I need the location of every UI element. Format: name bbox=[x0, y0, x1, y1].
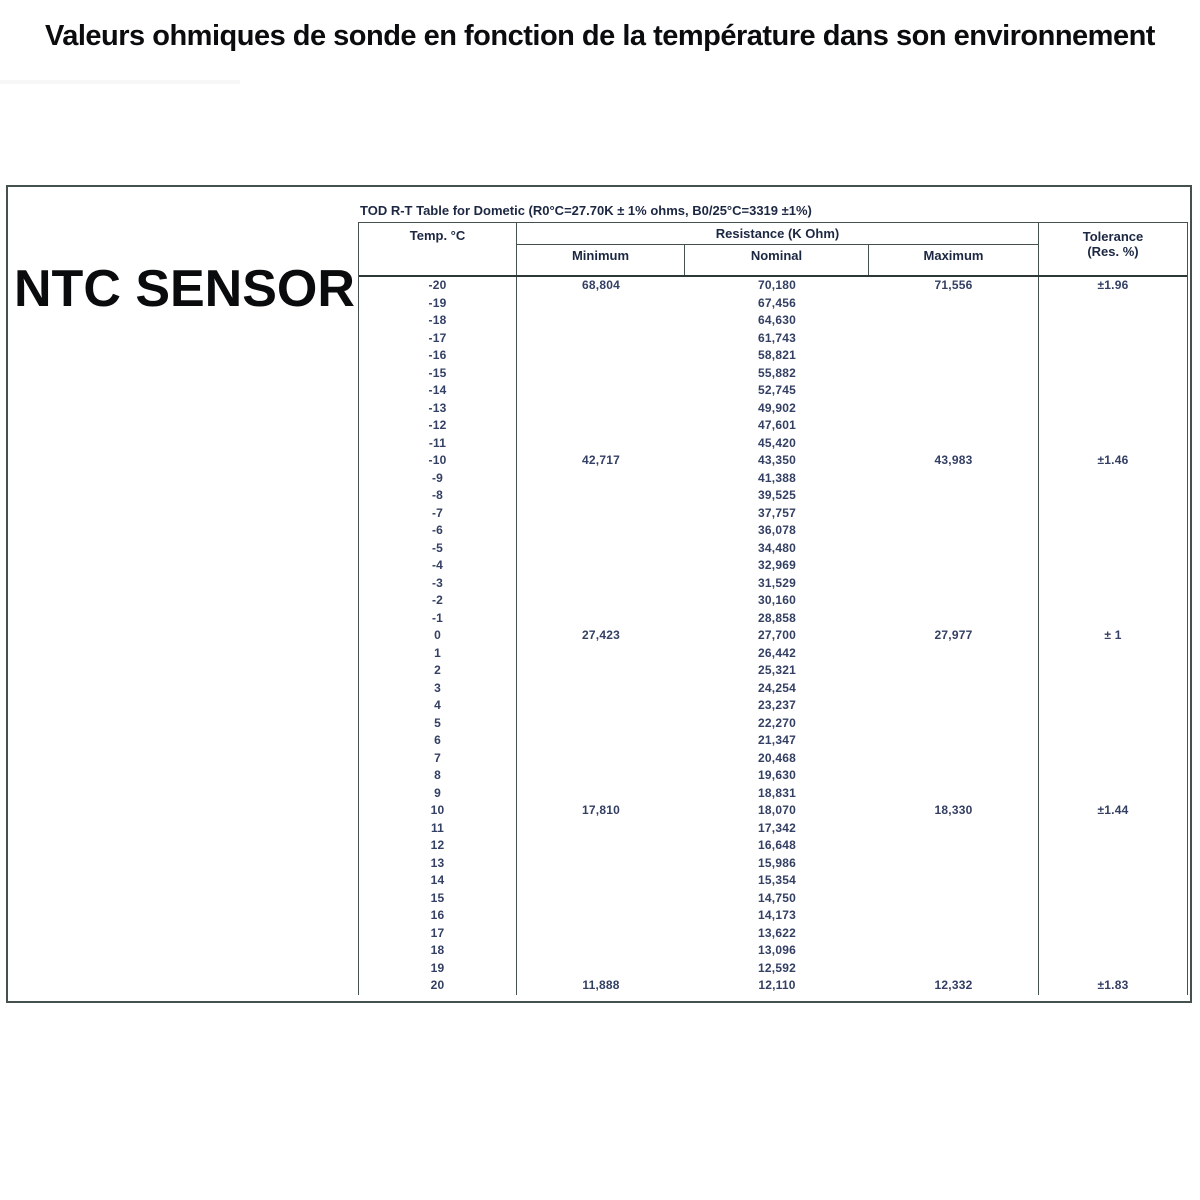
table-row bbox=[359, 837, 1187, 855]
cell-nominal: 24,254 bbox=[758, 680, 796, 695]
cell-tolerance bbox=[1038, 837, 1187, 855]
cell-tolerance: ±1.46 bbox=[1038, 452, 1187, 470]
cell-maximum bbox=[869, 697, 1038, 715]
cell-minimum bbox=[517, 680, 685, 698]
cell-maximum bbox=[869, 365, 1038, 383]
table-row bbox=[359, 820, 1187, 838]
cell-maximum bbox=[869, 960, 1038, 978]
cell-nominal: 13,622 bbox=[758, 925, 796, 940]
cell-temp: 18 bbox=[359, 942, 517, 960]
resistance-subheader-row bbox=[517, 245, 1038, 275]
table-row bbox=[359, 330, 1187, 348]
col-header-temp: Temp. °C bbox=[359, 223, 517, 275]
table-row bbox=[359, 925, 1187, 943]
scan-artifact-line bbox=[0, 80, 240, 84]
table-row bbox=[359, 347, 1187, 365]
cell-maximum bbox=[869, 837, 1038, 855]
cell-temp: -1 bbox=[359, 610, 517, 628]
cell-nominal: 23,237 bbox=[758, 698, 796, 712]
cell-maximum bbox=[869, 435, 1038, 453]
cell-maximum bbox=[869, 522, 1038, 540]
cell-nominal: 21,347 bbox=[758, 733, 796, 747]
col-header-tolerance-line2: (Res. %) bbox=[1087, 244, 1139, 259]
cell-temp: -17 bbox=[359, 330, 517, 348]
table-row bbox=[359, 977, 1187, 995]
cell-nominal: 45,420 bbox=[758, 435, 796, 450]
cell-maximum bbox=[869, 575, 1038, 593]
cell-tolerance bbox=[1038, 960, 1187, 978]
cell-maximum bbox=[869, 925, 1038, 943]
cell-tolerance bbox=[1038, 855, 1187, 873]
cell-tolerance bbox=[1038, 610, 1187, 628]
cell-maximum bbox=[869, 855, 1038, 873]
cell-temp: 10 bbox=[359, 802, 517, 820]
cell-tolerance: ± 1 bbox=[1038, 627, 1187, 645]
cell-temp: 3 bbox=[359, 680, 517, 698]
cell-nominal: 49,902 bbox=[758, 400, 796, 415]
cell-minimum bbox=[517, 820, 685, 838]
cell-maximum bbox=[869, 382, 1038, 400]
cell-minimum bbox=[517, 295, 685, 313]
cell-tolerance bbox=[1038, 872, 1187, 890]
table-row bbox=[359, 557, 1187, 575]
cell-maximum bbox=[869, 557, 1038, 575]
cell-maximum bbox=[869, 907, 1038, 925]
cell-nominal: 52,745 bbox=[758, 383, 796, 397]
cell-temp: 15 bbox=[359, 890, 517, 908]
cell-nominal: 18,831 bbox=[758, 785, 796, 800]
table-row bbox=[359, 400, 1187, 418]
cell-maximum: 27,977 bbox=[934, 628, 973, 642]
cell-temp: 20 bbox=[359, 977, 517, 995]
cell-nominal: 30,160 bbox=[758, 593, 796, 607]
cell-maximum bbox=[869, 417, 1038, 435]
rt-table bbox=[358, 203, 1188, 995]
table-body bbox=[359, 277, 1187, 995]
cell-tolerance bbox=[1038, 732, 1187, 750]
cell-minimum bbox=[517, 522, 685, 540]
cell-minimum bbox=[517, 662, 685, 680]
cell-tolerance bbox=[1038, 470, 1187, 488]
cell-maximum bbox=[869, 942, 1038, 960]
cell-temp: -11 bbox=[359, 435, 517, 453]
cell-minimum bbox=[517, 330, 685, 348]
cell-maximum bbox=[869, 785, 1038, 803]
cell-minimum bbox=[517, 505, 685, 523]
col-header-nominal: Nominal bbox=[685, 245, 869, 275]
cell-nominal: 43,350 bbox=[758, 453, 796, 467]
cell-temp: 1 bbox=[359, 645, 517, 663]
page-title: Valeurs ohmiques de sonde en fonction de la température dans son environnement bbox=[45, 20, 1155, 52]
cell-tolerance bbox=[1038, 785, 1187, 803]
table-header bbox=[359, 223, 1187, 277]
table-row bbox=[359, 942, 1187, 960]
cell-maximum bbox=[869, 750, 1038, 768]
cell-temp: 9 bbox=[359, 785, 517, 803]
cell-minimum: 42,717 bbox=[582, 453, 620, 467]
cell-temp: 2 bbox=[359, 662, 517, 680]
cell-tolerance bbox=[1038, 767, 1187, 785]
cell-maximum: 12,332 bbox=[934, 978, 973, 992]
table-row bbox=[359, 645, 1187, 663]
table-row bbox=[359, 487, 1187, 505]
cell-nominal: 25,321 bbox=[758, 663, 796, 677]
cell-nominal: 16,648 bbox=[758, 838, 796, 852]
table-row bbox=[359, 540, 1187, 558]
table-row bbox=[359, 697, 1187, 715]
table-grid bbox=[358, 222, 1188, 995]
cell-nominal: 39,525 bbox=[758, 488, 796, 502]
cell-tolerance bbox=[1038, 487, 1187, 505]
cell-temp: -19 bbox=[359, 295, 517, 313]
cell-temp: -2 bbox=[359, 592, 517, 610]
cell-maximum bbox=[869, 487, 1038, 505]
table-row bbox=[359, 767, 1187, 785]
cell-minimum bbox=[517, 592, 685, 610]
cell-tolerance bbox=[1038, 697, 1187, 715]
cell-maximum: 71,556 bbox=[934, 278, 973, 292]
cell-minimum bbox=[517, 925, 685, 943]
cell-maximum bbox=[869, 732, 1038, 750]
cell-tolerance bbox=[1038, 347, 1187, 365]
cell-maximum bbox=[869, 347, 1038, 365]
cell-minimum: 17,810 bbox=[582, 803, 620, 817]
cell-tolerance: ±1.83 bbox=[1038, 977, 1187, 995]
cell-maximum bbox=[869, 610, 1038, 628]
cell-nominal: 32,969 bbox=[758, 558, 796, 572]
cell-nominal: 28,858 bbox=[758, 610, 796, 625]
cell-nominal: 12,592 bbox=[758, 960, 796, 975]
table-row bbox=[359, 750, 1187, 768]
cell-maximum bbox=[869, 662, 1038, 680]
cell-temp: -8 bbox=[359, 487, 517, 505]
cell-minimum: 68,804 bbox=[582, 278, 620, 292]
cell-nominal: 67,456 bbox=[758, 295, 796, 310]
cell-nominal: 12,110 bbox=[758, 978, 796, 992]
cell-maximum bbox=[869, 767, 1038, 785]
cell-nominal: 13,096 bbox=[758, 943, 796, 957]
cell-temp: 16 bbox=[359, 907, 517, 925]
table-row bbox=[359, 592, 1187, 610]
cell-temp: 12 bbox=[359, 837, 517, 855]
cell-minimum bbox=[517, 750, 685, 768]
table-row bbox=[359, 575, 1187, 593]
table-row bbox=[359, 732, 1187, 750]
cell-minimum bbox=[517, 540, 685, 558]
cell-temp: 5 bbox=[359, 715, 517, 733]
cell-tolerance bbox=[1038, 557, 1187, 575]
cell-minimum bbox=[517, 557, 685, 575]
table-row bbox=[359, 382, 1187, 400]
table-row bbox=[359, 662, 1187, 680]
col-header-tolerance-line1: Tolerance bbox=[1082, 229, 1144, 244]
cell-tolerance bbox=[1038, 382, 1187, 400]
cell-minimum bbox=[517, 872, 685, 890]
table-row bbox=[359, 960, 1187, 978]
cell-nominal: 14,173 bbox=[758, 908, 796, 922]
cell-tolerance bbox=[1038, 890, 1187, 908]
cell-tolerance bbox=[1038, 435, 1187, 453]
sensor-name-label: NTC SENSOR bbox=[14, 260, 355, 318]
table-row bbox=[359, 435, 1187, 453]
table-row bbox=[359, 505, 1187, 523]
cell-tolerance bbox=[1038, 295, 1187, 313]
cell-temp: -15 bbox=[359, 365, 517, 383]
cell-maximum bbox=[869, 540, 1038, 558]
cell-nominal: 14,750 bbox=[758, 890, 796, 905]
cell-nominal: 26,442 bbox=[758, 645, 796, 660]
table-row bbox=[359, 890, 1187, 908]
cell-temp: 7 bbox=[359, 750, 517, 768]
cell-minimum bbox=[517, 767, 685, 785]
col-group-resistance bbox=[517, 223, 1038, 275]
cell-nominal: 70,180 bbox=[758, 278, 796, 292]
cell-maximum bbox=[869, 645, 1038, 663]
cell-temp: 4 bbox=[359, 697, 517, 715]
cell-nominal: 58,821 bbox=[758, 348, 796, 362]
cell-minimum: 11,888 bbox=[582, 978, 620, 992]
col-header-resistance: Resistance (K Ohm) bbox=[517, 223, 1038, 245]
cell-minimum bbox=[517, 785, 685, 803]
cell-tolerance bbox=[1038, 925, 1187, 943]
cell-nominal: 64,630 bbox=[758, 313, 796, 327]
cell-maximum bbox=[869, 592, 1038, 610]
table-row bbox=[359, 907, 1187, 925]
table-row bbox=[359, 365, 1187, 383]
cell-tolerance bbox=[1038, 575, 1187, 593]
table-row bbox=[359, 715, 1187, 733]
cell-tolerance bbox=[1038, 330, 1187, 348]
cell-temp: -13 bbox=[359, 400, 517, 418]
cell-maximum bbox=[869, 680, 1038, 698]
cell-minimum bbox=[517, 697, 685, 715]
cell-minimum bbox=[517, 837, 685, 855]
table-row bbox=[359, 470, 1187, 488]
cell-temp: -9 bbox=[359, 470, 517, 488]
cell-temp: -16 bbox=[359, 347, 517, 365]
cell-tolerance bbox=[1038, 417, 1187, 435]
cell-maximum bbox=[869, 400, 1038, 418]
cell-nominal: 37,757 bbox=[758, 505, 796, 520]
cell-maximum bbox=[869, 295, 1038, 313]
col-header-maximum: Maximum bbox=[923, 248, 984, 263]
cell-tolerance bbox=[1038, 505, 1187, 523]
cell-tolerance bbox=[1038, 750, 1187, 768]
cell-tolerance bbox=[1038, 312, 1187, 330]
table-row bbox=[359, 785, 1187, 803]
cell-tolerance bbox=[1038, 907, 1187, 925]
cell-minimum bbox=[517, 715, 685, 733]
cell-temp: 11 bbox=[359, 820, 517, 838]
cell-temp: 0 bbox=[359, 627, 517, 645]
cell-tolerance: ±1.44 bbox=[1038, 802, 1187, 820]
cell-maximum bbox=[869, 312, 1038, 330]
cell-minimum bbox=[517, 435, 685, 453]
table-row bbox=[359, 452, 1187, 470]
cell-tolerance bbox=[1038, 715, 1187, 733]
cell-nominal: 18,070 bbox=[758, 803, 796, 817]
table-row bbox=[359, 627, 1187, 645]
cell-temp: 14 bbox=[359, 872, 517, 890]
cell-temp: 6 bbox=[359, 732, 517, 750]
sensor-panel bbox=[6, 185, 1192, 1003]
cell-nominal: 31,529 bbox=[758, 575, 796, 590]
cell-nominal: 47,601 bbox=[758, 418, 796, 432]
cell-maximum: 43,983 bbox=[934, 453, 973, 467]
cell-minimum bbox=[517, 575, 685, 593]
cell-maximum bbox=[869, 872, 1038, 890]
cell-nominal: 34,480 bbox=[758, 540, 796, 555]
cell-temp: 8 bbox=[359, 767, 517, 785]
cell-minimum bbox=[517, 487, 685, 505]
cell-temp: -7 bbox=[359, 505, 517, 523]
cell-temp: -14 bbox=[359, 382, 517, 400]
cell-tolerance bbox=[1038, 522, 1187, 540]
cell-minimum bbox=[517, 417, 685, 435]
cell-maximum bbox=[869, 470, 1038, 488]
cell-maximum bbox=[869, 820, 1038, 838]
col-header-tolerance bbox=[1038, 223, 1187, 275]
table-row bbox=[359, 680, 1187, 698]
table-row bbox=[359, 417, 1187, 435]
cell-minimum: 27,423 bbox=[582, 628, 620, 642]
cell-temp: -5 bbox=[359, 540, 517, 558]
table-caption: TOD R-T Table for Dometic (R0°C=27.70K ± 1% ohms, B0/25°C=3319 ±1%) bbox=[360, 203, 812, 218]
cell-nominal: 20,468 bbox=[758, 750, 796, 765]
cell-minimum bbox=[517, 312, 685, 330]
cell-tolerance bbox=[1038, 592, 1187, 610]
table-row bbox=[359, 522, 1187, 540]
cell-tolerance: ±1.96 bbox=[1038, 277, 1187, 295]
table-row bbox=[359, 277, 1187, 295]
cell-maximum bbox=[869, 715, 1038, 733]
cell-tolerance bbox=[1038, 662, 1187, 680]
cell-maximum bbox=[869, 505, 1038, 523]
cell-minimum bbox=[517, 942, 685, 960]
cell-temp: 19 bbox=[359, 960, 517, 978]
cell-tolerance bbox=[1038, 365, 1187, 383]
cell-tolerance bbox=[1038, 942, 1187, 960]
cell-maximum bbox=[869, 890, 1038, 908]
cell-tolerance bbox=[1038, 680, 1187, 698]
cell-minimum bbox=[517, 470, 685, 488]
cell-minimum bbox=[517, 890, 685, 908]
cell-nominal: 19,630 bbox=[758, 768, 796, 782]
cell-maximum: 18,330 bbox=[934, 803, 973, 817]
cell-temp: -4 bbox=[359, 557, 517, 575]
cell-temp: -6 bbox=[359, 522, 517, 540]
cell-minimum bbox=[517, 610, 685, 628]
table-row bbox=[359, 855, 1187, 873]
cell-temp: -3 bbox=[359, 575, 517, 593]
cell-nominal: 27,700 bbox=[758, 628, 796, 642]
cell-temp: -20 bbox=[359, 277, 517, 295]
table-row bbox=[359, 872, 1187, 890]
cell-nominal: 61,743 bbox=[758, 330, 796, 345]
cell-temp: -18 bbox=[359, 312, 517, 330]
cell-tolerance bbox=[1038, 540, 1187, 558]
cell-nominal: 15,354 bbox=[758, 873, 796, 887]
cell-temp: -12 bbox=[359, 417, 517, 435]
col-header-minimum: Minimum bbox=[517, 245, 685, 275]
table-row bbox=[359, 802, 1187, 820]
table-row bbox=[359, 295, 1187, 313]
cell-minimum bbox=[517, 400, 685, 418]
cell-nominal: 17,342 bbox=[758, 820, 796, 835]
cell-minimum bbox=[517, 732, 685, 750]
cell-maximum bbox=[869, 330, 1038, 348]
table-row bbox=[359, 312, 1187, 330]
cell-minimum bbox=[517, 347, 685, 365]
cell-minimum bbox=[517, 960, 685, 978]
cell-temp: -10 bbox=[359, 452, 517, 470]
cell-minimum bbox=[517, 382, 685, 400]
cell-minimum bbox=[517, 365, 685, 383]
table-row bbox=[359, 610, 1187, 628]
cell-tolerance bbox=[1038, 645, 1187, 663]
cell-temp: 13 bbox=[359, 855, 517, 873]
cell-nominal: 15,986 bbox=[758, 855, 796, 870]
cell-nominal: 22,270 bbox=[758, 715, 796, 730]
cell-nominal: 55,882 bbox=[758, 365, 796, 380]
cell-nominal: 36,078 bbox=[758, 523, 796, 537]
cell-tolerance bbox=[1038, 820, 1187, 838]
cell-minimum bbox=[517, 907, 685, 925]
cell-temp: 17 bbox=[359, 925, 517, 943]
cell-tolerance bbox=[1038, 400, 1187, 418]
cell-nominal: 41,388 bbox=[758, 470, 796, 485]
cell-minimum bbox=[517, 855, 685, 873]
cell-minimum bbox=[517, 645, 685, 663]
